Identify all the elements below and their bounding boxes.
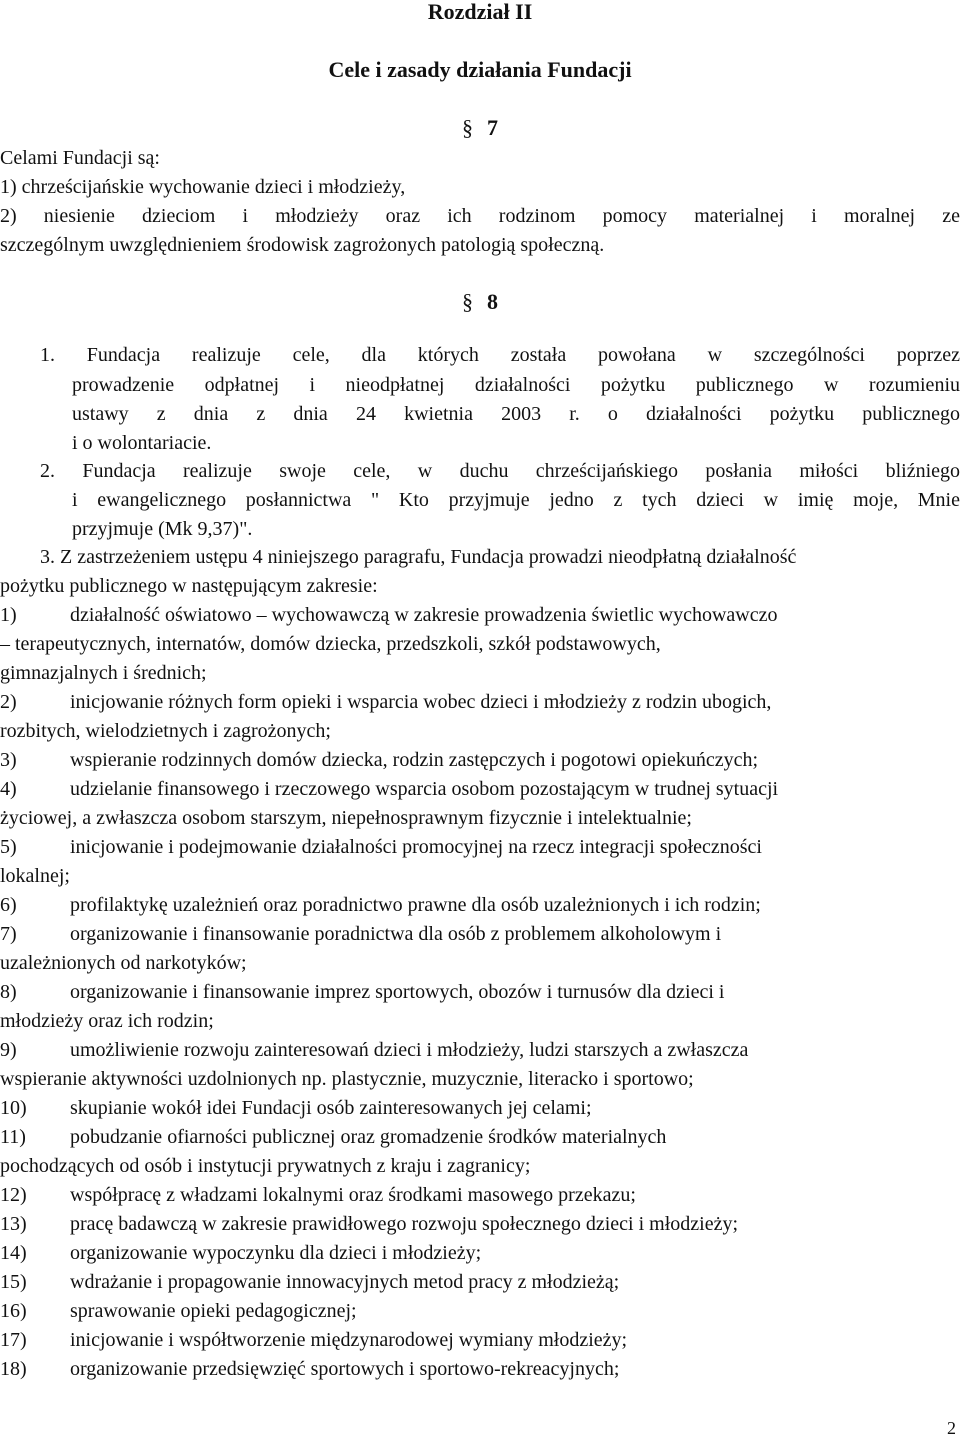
list-item-continuation: wspieranie aktywności uzdolnionych np. plastycznie, muzycznie, literacko i sportowo; <box>0 1068 694 1090</box>
list-item-text: inicjowanie i podejmowanie działalności promocyjnej na rzecz integracji społeczności <box>70 836 762 858</box>
s8-p3-line2: pożytku publicznego w następującym zakresie: <box>0 575 378 597</box>
list-item-number: 5) <box>0 836 17 858</box>
list-item-continuation: uzależnionych od narkotyków; <box>0 952 247 974</box>
list-item-number: 1) <box>0 604 17 626</box>
s8-p2-line2: i ewangelicznego posłannictwa " Kto przyjmuje jedno z tych dzieci w imię moje, Mnie <box>72 489 960 511</box>
list-item-text: inicjowanie i współtworzenie międzynarodowej wymiany młodzieży; <box>70 1329 628 1351</box>
list-item-text: współpracę z władzami lokalnymi oraz środkami masowego przekazu; <box>70 1184 636 1206</box>
list-item <box>0 747 758 773</box>
list-item-text: pracę badawczą w zakresie prawidłowego rozwoju społecznego dzieci i młodzieży; <box>70 1213 739 1235</box>
list-item-number: 18) <box>0 1358 27 1380</box>
list-item-number: 7) <box>0 923 17 945</box>
list-item-continuation: rozbitych, wielodzietnych i zagrożonych; <box>0 720 331 742</box>
list-item-number: 4) <box>0 778 17 800</box>
list-item-number: 8) <box>0 981 17 1003</box>
list-item-continuation: lokalnej; <box>0 865 70 887</box>
list-item-text: profilaktykę uzależnień oraz poradnictwo prawne dla osób uzależnionych i ich rodzin; <box>70 894 761 916</box>
list-item <box>0 834 762 860</box>
s8-p3-line1: 3. Z zastrzeżeniem ustępu 4 niniejszego paragrafu, Fundacja prowadzi nieodpłatną działalność <box>40 546 797 568</box>
list-item <box>0 979 724 1005</box>
list-item-number: 11) <box>0 1126 26 1148</box>
list-item-text: skupianie wokół idei Fundacji osób zainteresowanych jej celami; <box>70 1097 592 1119</box>
list-item-continuation: pochodzących od osób i instytucji prywatnych z kraju i zagranicy; <box>0 1155 531 1177</box>
list-item-number: 9) <box>0 1039 17 1061</box>
list-item-text: pobudzanie ofiarności publicznej oraz gromadzenie środków materialnych <box>70 1126 667 1148</box>
section-sign: § <box>462 289 473 314</box>
s7-item-2-line2: szczególnym uwzględnieniem środowisk zagrożonych patologią społeczną. <box>0 234 605 256</box>
list-item-text: umożliwienie rozwoju zainteresowań dzieci i młodzieży, ludzi starszych a zwłaszcza <box>70 1039 749 1061</box>
chapter-heading: Rozdział II <box>427 0 533 24</box>
list-item <box>0 689 771 715</box>
list-item-text: sprawowanie opieki pedagogicznej; <box>70 1300 357 1322</box>
list-item <box>0 1269 619 1295</box>
list-item-number: 16) <box>0 1300 27 1322</box>
s7-item-1: 1) chrześcijańskie wychowanie dzieci i młodzieży, <box>0 176 406 198</box>
s8-p2-line1: 2. Fundacja realizuje swoje cele, w duchu chrześcijańskiego posłania miłości bliźniego <box>40 460 960 482</box>
list-item-number: 2) <box>0 691 17 713</box>
list-item-text: inicjowanie różnych form opieki i wsparcia wobec dzieci i młodzieży z rodzin ubogich, <box>70 691 772 713</box>
list-item-text: organizowanie przedsięwzięć sportowych i sportowo-rekreacyjnych; <box>70 1358 620 1380</box>
list-item <box>0 1037 748 1063</box>
list-item <box>0 1240 481 1266</box>
list-item-text: wspieranie rodzinnych domów dziecka, rodzin zastępczych i pogotowi opiekuńczych; <box>70 749 759 771</box>
list-item <box>0 602 778 628</box>
list-item-continuation: gimnazjalnych i średnich; <box>0 662 207 684</box>
list-item <box>0 1182 636 1208</box>
list-item-number: 12) <box>0 1184 27 1206</box>
list-item-continuation: – terapeutycznych, internatów, domów dziecka, przedszkoli, szkół podstawowych, <box>0 633 661 655</box>
chapter-title: Cele i zasady działania Fundacji <box>328 57 632 82</box>
list-item-continuation: młodzieży oraz ich rodzin; <box>0 1010 214 1032</box>
section-7-heading <box>462 114 498 142</box>
list-item <box>0 892 761 918</box>
s7-item-2-line1: 2) niesienie dzieciom i młodzieży oraz ich rodzinom pomocy materialnej i moralnej ze <box>0 205 960 227</box>
list-item-number: 6) <box>0 894 17 916</box>
section-8-heading <box>462 288 498 316</box>
s8-p1-line4: i o wolontariacie. <box>72 432 212 454</box>
list-item-number: 13) <box>0 1213 27 1235</box>
s8-p2-line3: przyjmuje (Mk 9,37)". <box>72 518 253 540</box>
list-item-text: organizowanie wypoczynku dla dzieci i młodzieży; <box>70 1242 482 1264</box>
list-item-text: działalność oświatowo – wychowawczą w zakresie prowadzenia świetlic wychowawczo <box>70 604 778 626</box>
list-item <box>0 921 721 947</box>
list-item-number: 10) <box>0 1097 27 1119</box>
page-number: 2 <box>947 1418 956 1438</box>
section-number: 7 <box>487 115 498 140</box>
section-number: 8 <box>487 289 498 314</box>
list-item-text: wdrażanie i propagowanie innowacyjnych metod pracy z młodzieżą; <box>70 1271 620 1293</box>
list-item <box>0 1124 666 1150</box>
s8-p1-line3: ustawy z dnia z dnia 24 kwietnia 2003 r. o działalności pożytku publicznego <box>72 403 960 425</box>
list-item-text: organizowanie i finansowanie poradnictwa dla osób z problemem alkoholowym i <box>70 923 722 945</box>
list-item-continuation: życiowej, a zwłaszcza osobom starszym, niepełnosprawnym fizycznie i intelektualnie; <box>0 807 692 829</box>
list-item-number: 17) <box>0 1329 27 1351</box>
list-item-number: 3) <box>0 749 17 771</box>
s8-p1-line1: 1. Fundacja realizuje cele, dla których została powołana w szczególności poprzez <box>40 344 960 366</box>
list-item <box>0 1356 619 1382</box>
list-item-number: 15) <box>0 1271 27 1293</box>
s8-p1-line2: prowadzenie odpłatnej i nieodpłatnej działalności pożytku publicznego w rozumieniu <box>72 374 960 396</box>
list-item-text: organizowanie i finansowanie imprez sportowych, obozów i turnusów dla dzieci i <box>70 981 725 1003</box>
list-item <box>0 776 778 802</box>
list-item <box>0 1095 592 1121</box>
list-item <box>0 1211 738 1237</box>
list-item-text: udzielanie finansowego i rzeczowego wsparcia osobom pozostającym w trudnej sytuacji <box>70 778 779 800</box>
s7-intro: Celami Fundacji są: <box>0 147 160 169</box>
list-item <box>0 1298 357 1324</box>
list-item-number: 14) <box>0 1242 27 1264</box>
list-item <box>0 1327 627 1353</box>
section-sign: § <box>462 115 473 140</box>
